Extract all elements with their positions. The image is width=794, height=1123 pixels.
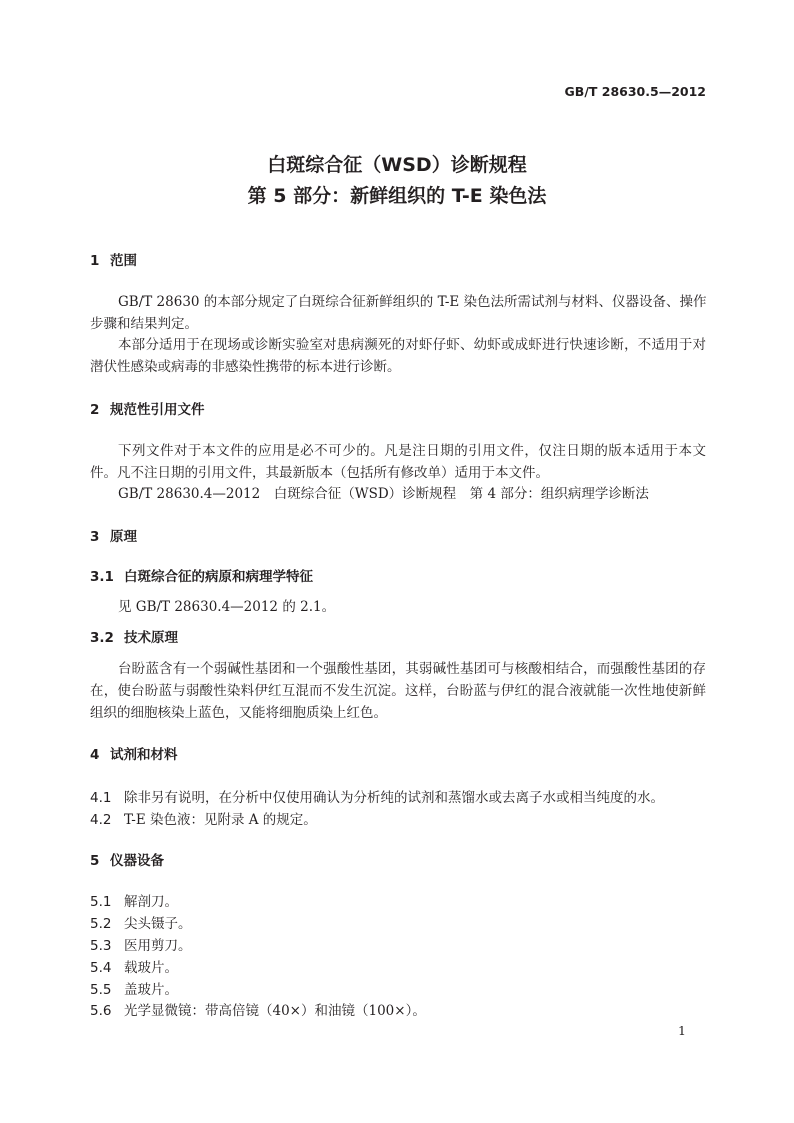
title-line-2: 第 5 部分：新鲜组织的 T-E 染色法 — [247, 185, 547, 207]
standard-code: GB/T 28630.5—2012 — [564, 84, 706, 99]
item-number: 5.1 — [90, 894, 112, 910]
item-number: 5.5 — [90, 982, 112, 998]
section-4-title: 试剂和材料 — [110, 747, 178, 763]
item-number: 5.4 — [90, 960, 112, 976]
list-item — [90, 960, 178, 976]
section-2-para-line-1: 下列文件对于本文件的应用是必不可少的。凡是注日期的引用文件，仅注日期的版本适用于本文 — [118, 443, 706, 459]
subsection-3-2-line-3: 组织的细胞核染上蓝色，又能将细胞质染上红色。 — [90, 705, 387, 721]
subsection-3-2-heading — [90, 630, 178, 646]
section-3-title: 原理 — [110, 529, 137, 545]
list-item — [90, 982, 178, 998]
item-text: 尖头镊子。 — [124, 916, 192, 932]
section-5-title: 仪器设备 — [110, 853, 164, 869]
section-1-number: 1 — [90, 253, 100, 269]
list-item — [90, 812, 317, 828]
list-item — [90, 790, 664, 806]
section-2-heading — [90, 402, 205, 418]
item-text: 载玻片。 — [124, 960, 178, 976]
subsection-3-2-line-2: 在，使台盼蓝与弱酸性染料伊红互混而不发生沉淀。这样，台盼蓝与伊红的混合液就能一次性地使新鲜 — [90, 683, 706, 699]
page-number: 1 — [678, 1023, 686, 1038]
section-5-number: 5 — [90, 853, 100, 869]
subsection-3-1-number: 3.1 — [90, 569, 114, 585]
list-item — [90, 938, 192, 954]
list-item — [90, 894, 178, 910]
list-item — [90, 916, 192, 932]
section-1-para-2-line-2: 潜伏性感染或病毒的非感染性携带的标本进行诊断。 — [90, 359, 401, 375]
item-number: 5.6 — [90, 1003, 112, 1019]
section-2-para-line-2: 件。凡不注日期的引用文件，其最新版本（包括所有修改单）适用于本文件。 — [90, 465, 549, 481]
subsection-3-2-title: 技术原理 — [124, 630, 178, 646]
normative-reference: GB/T 28630.4—2012 白斑综合征（WSD）诊断规程 第 4 部分：组织病理学诊断法 — [118, 486, 649, 502]
section-1-para-1-line-1: GB/T 28630 的本部分规定了白斑综合征新鲜组织的 T-E 染色法所需试剂与材料、仪器设备、操作 — [118, 294, 707, 310]
item-text: T-E 染色液：见附录 A 的规定。 — [124, 812, 317, 828]
item-text: 解剖刀。 — [124, 894, 178, 910]
item-text: 光学显微镜：带高倍镜（40×）和油镜（100×）。 — [124, 1003, 426, 1019]
subsection-3-1-title: 白斑综合征的病原和病理学特征 — [124, 569, 313, 585]
item-number: 4.1 — [90, 790, 112, 806]
subsection-3-2-number: 3.2 — [90, 630, 114, 646]
item-text: 除非另有说明，在分析中仅使用确认为分析纯的试剂和蒸馏水或去离子水或相当纯度的水。 — [124, 790, 664, 806]
section-3-number: 3 — [90, 529, 100, 545]
section-2-number: 2 — [90, 402, 100, 418]
item-number: 4.2 — [90, 812, 112, 828]
item-number: 5.2 — [90, 916, 112, 932]
section-2-title: 规范性引用文件 — [110, 402, 205, 418]
section-1-title: 范围 — [110, 253, 137, 269]
title-line-1: 白斑综合征（WSD）诊断规程 — [267, 154, 527, 176]
list-item — [90, 1003, 426, 1019]
item-text: 医用剪刀。 — [124, 938, 192, 954]
section-5-heading — [90, 853, 164, 869]
section-1-para-2-line-1: 本部分适用于在现场或诊断实验室对患病濒死的对虾仔虾、幼虾或成虾进行快速诊断，不适用于对 — [118, 337, 706, 353]
section-1-heading — [90, 253, 137, 269]
section-4-heading — [90, 747, 178, 763]
subsection-3-1-text: 见 GB/T 28630.4—2012 的 2.1。 — [118, 599, 336, 615]
item-number: 5.3 — [90, 938, 112, 954]
item-text: 盖玻片。 — [124, 982, 178, 998]
section-4-number: 4 — [90, 747, 100, 763]
section-1-para-1-line-2: 步骤和结果判定。 — [90, 316, 198, 332]
section-3-heading — [90, 529, 137, 545]
subsection-3-2-line-1: 台盼蓝含有一个弱碱性基团和一个强酸性基团，其弱碱性基团可与核酸相结合，而强酸性基团的存 — [118, 661, 706, 677]
subsection-3-1-heading — [90, 569, 313, 585]
